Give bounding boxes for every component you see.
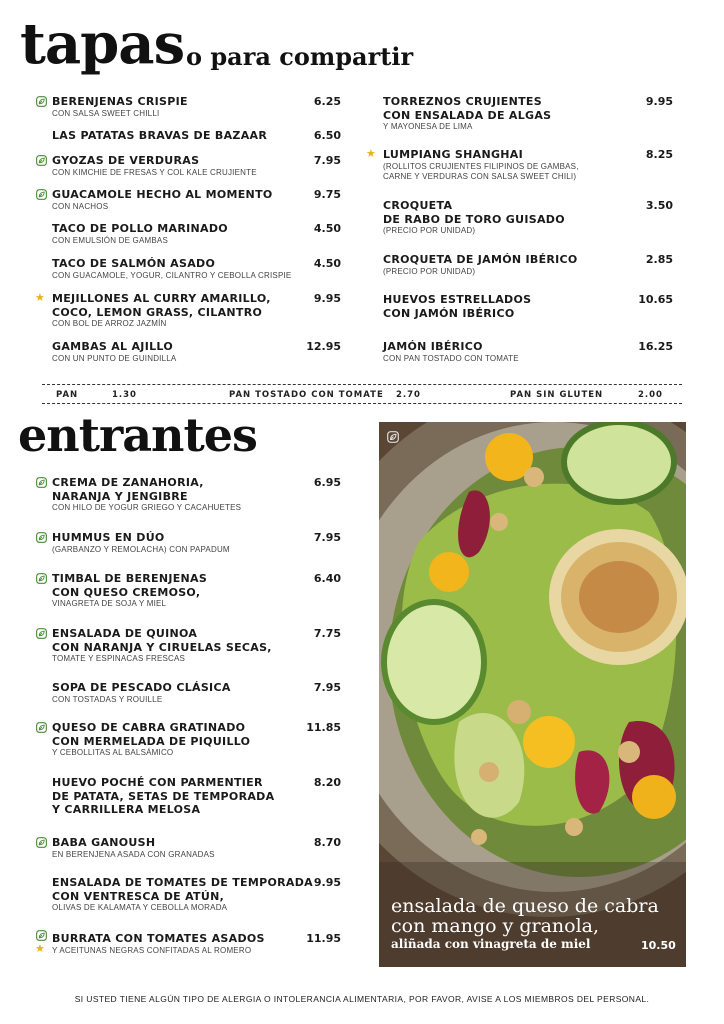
item-desc: (PRECIO POR UNIDAD) [383, 226, 476, 235]
item-desc: CON SALSA SWEET CHILLI [52, 108, 160, 118]
menu-item [383, 199, 565, 236]
item-price: 6.95 [313, 476, 341, 489]
item-price: 10.65 [638, 293, 673, 306]
item-desc: CON HILO DE YOGUR GRIEGO Y CACAHUETES [52, 503, 242, 512]
bread-price: 1.30 [112, 390, 137, 400]
bread-label: PAN SIN GLUTEN [510, 390, 604, 400]
menu-item [383, 253, 578, 277]
star-icon: ★ [35, 292, 45, 304]
menu-item [52, 129, 267, 143]
item-name: HUEVO POCHÉ CON PARMENTIER DE PATATA, SETAS DE TEMPORADA Y CARRILLERA MELOSA [52, 776, 275, 816]
item-price: 8.70 [313, 836, 341, 849]
item-desc: (GARBANZO Y REMOLACHA) CON PAPADUM [52, 544, 230, 554]
menu-item [52, 681, 231, 705]
item-price: 6.50 [313, 129, 341, 142]
item-name: JAMÓN IBÉRICO [383, 340, 483, 353]
bread-label: PAN [56, 390, 79, 400]
item-desc: CON KIMCHIE DE FRESAS Y COL KALE CRUJIENTE [52, 167, 257, 177]
item-name: GAMBAS AL AJILLO [52, 340, 173, 353]
bread-label: PAN TOSTADO CON TOMATE [229, 390, 384, 400]
item-price: 8.25 [645, 148, 673, 161]
item-price: 9.95 [313, 876, 341, 889]
item-price: 6.25 [313, 95, 341, 108]
item-price: 16.25 [638, 340, 673, 353]
vegetarian-leaf-icon [36, 532, 47, 543]
item-desc: TOMATE Y ESPINACAS FRESCAS [52, 654, 186, 663]
item-name: GUACAMOLE HECHO AL MOMENTO [52, 188, 273, 201]
tapas-title: tapas [20, 11, 185, 77]
menu-item [52, 721, 250, 758]
item-name: SOPA DE PESCADO CLÁSICA [52, 681, 231, 694]
item-desc: CON NACHOS [52, 201, 109, 211]
vegetarian-leaf-icon [36, 930, 47, 941]
menu-item [383, 95, 551, 132]
item-price: 8.20 [313, 776, 341, 789]
vegetarian-leaf-icon [36, 628, 47, 639]
item-price: 3.50 [645, 199, 673, 212]
feature-price: 10.50 [641, 939, 676, 952]
item-name: CROQUETA DE RABO DE TORO GUISADO [383, 199, 565, 226]
item-name: CROQUETA DE JAMÓN IBÉRICO [383, 253, 578, 266]
item-price: 7.75 [313, 627, 341, 640]
menu-item [52, 572, 207, 609]
vegetarian-leaf-icon [36, 96, 47, 107]
item-desc: Y CEBOLLITAS AL BALSÁMICO [52, 748, 174, 757]
menu-item [52, 257, 291, 281]
menu-item [383, 148, 579, 182]
salad-illustration [379, 422, 686, 967]
entrantes-title: entrantes [18, 408, 257, 462]
menu-item [52, 340, 176, 364]
vegetarian-leaf-icon [36, 155, 47, 166]
item-name: LUMPIANG SHANGHAI [383, 148, 524, 161]
menu-item [52, 188, 273, 212]
item-desc: CON BOL DE ARROZ JAZMÍN [52, 319, 167, 328]
item-desc: (ROLLITOS CRUJIENTES FILIPINOS DE GAMBAS, CARNE Y VERDURAS CON SALSA SWEET CHILI) [383, 161, 579, 181]
item-desc: CON TOSTADAS Y ROUILLE [52, 694, 163, 704]
menu-item [52, 222, 228, 246]
item-name: TIMBAL DE BERENJENAS CON QUESO CREMOSO, [52, 572, 208, 599]
item-price: 4.50 [313, 222, 341, 235]
feature-subcaption: aliñada con vinagreta de miel [391, 937, 591, 951]
menu-item [52, 876, 313, 913]
menu-item [52, 836, 215, 860]
menu-item [52, 932, 265, 956]
item-name: GYOZAS DE VERDURAS [52, 154, 200, 167]
item-desc: CON UN PUNTO DE GUINDILLA [52, 353, 177, 363]
menu-item [52, 95, 188, 119]
item-name: ENSALADA DE TOMATES DE TEMPORADA CON VENTRESCA DE ATÚN, [52, 876, 313, 903]
star-icon: ★ [35, 943, 45, 955]
item-desc: CON EMULSIÓN DE GAMBAS [52, 235, 168, 245]
item-price: 9.95 [313, 292, 341, 305]
item-name: CREMA DE ZANAHORIA, NARANJA Y JENGIBRE [52, 476, 204, 503]
item-desc: EN BERENJENA ASADA CON GRANADAS [52, 849, 215, 859]
item-price: 12.95 [306, 340, 341, 353]
vegetarian-leaf-icon [36, 189, 47, 200]
star-icon: ★ [366, 148, 376, 160]
item-name: QUESO DE CABRA GRATINADO CON MERMELADA DE PIQUILLO [52, 721, 251, 748]
menu-item [52, 476, 241, 513]
item-name: TORREZNOS CRUJIENTES CON ENSALADA DE ALGAS [383, 95, 552, 122]
menu-item [383, 293, 531, 320]
item-price: 2.85 [645, 253, 673, 266]
vegetarian-leaf-icon [36, 573, 47, 584]
item-name: TACO DE SALMÓN ASADO [52, 257, 216, 270]
item-name: BABA GANOUSH [52, 836, 156, 849]
item-price: 9.95 [645, 95, 673, 108]
item-price: 7.95 [313, 531, 341, 544]
menu-item [383, 340, 519, 364]
vegetarian-leaf-icon [36, 477, 47, 488]
item-desc: Y MAYONESA DE LIMA [383, 122, 473, 131]
bread-price: 2.00 [638, 390, 663, 400]
item-name: MEJILLONES AL CURRY AMARILLO, COCO, LEMON GRASS, CILANTRO [52, 292, 271, 319]
item-name: BURRATA CON TOMATES ASADOS [52, 932, 265, 945]
item-desc: VINAGRETA DE SOJA Y MIEL [52, 599, 167, 608]
vegetarian-leaf-icon [387, 431, 399, 443]
item-name: HUMMUS EN DÚO [52, 531, 165, 544]
item-name: LAS PATATAS BRAVAS DE BAZAAR [52, 129, 268, 142]
menu-item [52, 292, 271, 329]
item-desc: OLIVAS DE KALAMATA Y CEBOLLA MORADA [52, 903, 228, 912]
feature-photo [379, 422, 686, 967]
item-price: 11.85 [306, 721, 341, 734]
menu-item [52, 154, 257, 178]
vegetarian-leaf-icon [36, 837, 47, 848]
vegetarian-leaf-icon [36, 722, 47, 733]
bread-price: 2.70 [396, 390, 421, 400]
item-price: 7.95 [313, 681, 341, 694]
item-price: 9.75 [313, 188, 341, 201]
item-desc: CON PAN TOSTADO CON TOMATE [383, 353, 519, 363]
item-desc: Y ACEITUNAS NEGRAS CONFITADAS AL ROMERO [52, 945, 252, 955]
item-desc: (PRECIO POR UNIDAD) [383, 266, 476, 276]
item-name: ENSALADA DE QUINOA CON NARANJA Y CIRUELAS SECAS, [52, 627, 272, 654]
divider-top [42, 384, 682, 385]
menu-item [52, 531, 230, 555]
tapas-subtitle: o para compartir [186, 42, 414, 71]
divider-bottom [42, 403, 682, 404]
menu-item [52, 627, 272, 664]
item-price: 4.50 [313, 257, 341, 270]
item-name: TACO DE POLLO MARINADO [52, 222, 228, 235]
item-name: BERENJENAS CRISPIE [52, 95, 188, 108]
item-price: 11.95 [306, 932, 341, 945]
item-price: 7.95 [313, 154, 341, 167]
item-price: 6.40 [313, 572, 341, 585]
item-desc: CON GUACAMOLE, YOGUR, CILANTRO Y CEBOLLA CRISPIE [52, 270, 292, 280]
item-name: HUEVOS ESTRELLADOS CON JAMÓN IBÉRICO [383, 293, 532, 320]
menu-item [52, 776, 274, 817]
feature-caption: ensalada de queso de cabra con mango y granola, [391, 895, 659, 937]
allergy-notice: SI USTED TIENE ALGÚN TIPO DE ALERGIA O INTOLERANCIA ALIMENTARIA, POR FAVOR, AVISE A LOS MIEMBROS DEL PERSONAL. [74, 994, 650, 1004]
